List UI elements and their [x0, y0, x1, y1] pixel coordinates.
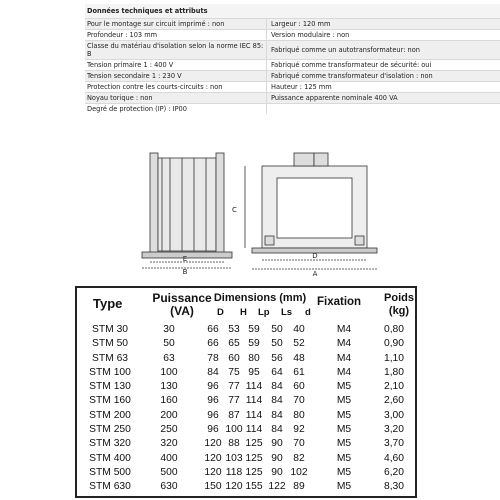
header-dimensions: Dimensions (mm) — [213, 292, 307, 304]
header-d-upper: D — [217, 307, 224, 318]
spec-title: Données techniques et attributs — [85, 4, 500, 18]
spec-cell: Largeur : 120 mm — [271, 20, 331, 28]
header-poids — [382, 292, 416, 318]
table-cell: 500 — [160, 466, 178, 478]
table-cell: 52 — [293, 338, 305, 350]
table-cell: STM 130 — [89, 381, 131, 393]
spec-cell: Hauteur : 125 mm — [271, 83, 332, 91]
table-cell: STM 400 — [89, 452, 131, 464]
table-cell: 0,80 — [383, 324, 405, 335]
table-row — [77, 352, 415, 366]
table-cell: 630 — [160, 481, 178, 493]
spec-cell: Profondeur : 103 mm — [85, 30, 267, 40]
table-cell: 66 — [207, 338, 219, 350]
table-cell: M4 — [336, 352, 352, 364]
spec-sheet — [85, 4, 500, 114]
table-row — [77, 409, 415, 423]
table-cell: 60 — [228, 352, 240, 364]
table-row — [77, 466, 415, 480]
table-row — [77, 380, 415, 394]
table-cell: 100 — [225, 424, 243, 436]
table-cell: M4 — [336, 338, 352, 350]
table-cell: 120 — [204, 438, 222, 450]
table-cell: M5 — [336, 409, 352, 421]
table-cell: 155 — [245, 481, 263, 493]
table-cell: 77 — [228, 381, 240, 393]
table-cell: 90 — [271, 438, 283, 450]
table-cell: 90 — [271, 452, 283, 464]
table-cell: 84 — [271, 424, 283, 436]
table-cell: 53 — [228, 324, 240, 335]
table-cell: 59 — [248, 338, 260, 350]
table-cell: 92 — [293, 424, 305, 436]
spec-rows — [85, 18, 500, 114]
spec-cell: Fabriqué comme transformateur d'isolation : non — [271, 72, 433, 80]
side-view — [142, 153, 232, 268]
table-cell: 150 — [204, 481, 222, 493]
table-row — [77, 394, 415, 408]
table-cell: M5 — [336, 438, 352, 450]
table-cell: 80 — [293, 409, 305, 421]
spec-cell: Version modulaire : non — [271, 31, 350, 39]
spec-cell: Noyau torique : non — [85, 93, 267, 103]
header-poids-unit: (kg) — [388, 305, 410, 317]
table-cell: STM 100 — [89, 366, 131, 378]
table-row — [77, 452, 415, 466]
table-cell: M5 — [336, 452, 352, 464]
table-cell: 4,60 — [383, 452, 405, 464]
table-cell: 114 — [245, 424, 263, 436]
table-cell: 82 — [293, 452, 305, 464]
table-cell: 50 — [271, 338, 283, 350]
spec-row — [85, 59, 500, 70]
table-cell: STM 320 — [89, 438, 131, 450]
table-cell: 1,80 — [383, 366, 405, 378]
transformer-drawing — [122, 148, 382, 278]
label-c: C — [232, 206, 237, 214]
table-cell: 320 — [160, 438, 178, 450]
table-cell: 65 — [228, 338, 240, 350]
table-cell: 6,20 — [383, 466, 405, 478]
table-cell: 60 — [293, 381, 305, 393]
header-poids-label: Poids — [384, 292, 414, 304]
table-cell: STM 200 — [89, 409, 131, 421]
header-fixation: Fixation — [317, 296, 362, 308]
table-cell: 70 — [293, 395, 305, 407]
table-cell: 125 — [245, 452, 263, 464]
spec-row — [85, 18, 500, 29]
header-ls: Ls — [281, 307, 293, 318]
table-cell: 160 — [160, 395, 178, 407]
spec-cell: Fabriqué comme un autotransformateur: non — [271, 46, 420, 54]
table-cell: 89 — [293, 481, 305, 493]
table-cell: 78 — [207, 352, 219, 364]
label-a: A — [312, 270, 318, 278]
table-cell: 120 — [204, 466, 222, 478]
table-cell: M5 — [336, 395, 352, 407]
table-cell: 59 — [248, 324, 260, 335]
table-row — [77, 423, 415, 437]
table-cell: 96 — [207, 409, 219, 421]
table-cell: 114 — [245, 381, 263, 393]
table-cell: 95 — [248, 366, 260, 378]
table-cell: STM 250 — [89, 424, 131, 436]
table-cell: M4 — [336, 324, 352, 335]
table-cell: 90 — [271, 466, 283, 478]
table-cell: 80 — [248, 352, 260, 364]
table-cell: 50 — [271, 324, 283, 335]
spec-row — [85, 92, 500, 103]
table-cell: 2,60 — [383, 395, 405, 407]
table-cell: 130 — [160, 381, 178, 393]
table-cell: M5 — [336, 381, 352, 393]
table-cell: 250 — [160, 424, 178, 436]
table-cell: 120 — [204, 452, 222, 464]
table-cell: 70 — [293, 438, 305, 450]
table-header — [77, 288, 415, 326]
header-puissance-label: Puissance — [152, 291, 212, 305]
table-cell: STM 160 — [89, 395, 131, 407]
spec-row — [85, 70, 500, 81]
table-cell: STM 500 — [89, 466, 131, 478]
table-cell: 56 — [271, 352, 283, 364]
spec-cell: Protection contre les courts-circuits : non — [85, 82, 267, 92]
spec-row — [85, 81, 500, 92]
spec-cell: Puissance apparente nominale 400 VA — [271, 94, 398, 102]
table-cell: 102 — [290, 466, 308, 478]
table-row — [77, 480, 415, 494]
table-cell: M5 — [336, 481, 352, 493]
table-cell: 8,30 — [383, 481, 405, 493]
table-cell: 96 — [207, 424, 219, 436]
spec-cell: Pour le montage sur circuit imprimé : non — [85, 19, 267, 29]
label-e: E — [182, 255, 188, 263]
table-cell: 96 — [207, 381, 219, 393]
spec-row — [85, 29, 500, 40]
table-cell: 77 — [228, 395, 240, 407]
table-row — [77, 437, 415, 451]
front-view — [245, 153, 377, 269]
spec-cell: Classe du matériau d'isolation selon la norme IEC 85: B — [85, 41, 267, 59]
header-puissance-unit: (VA) — [170, 304, 194, 318]
table-cell: 84 — [271, 395, 283, 407]
table-cell: 120 — [225, 481, 243, 493]
header-lp: Lp — [258, 307, 270, 318]
table-cell: 40 — [293, 324, 305, 335]
table-cell: 400 — [160, 452, 178, 464]
table-cell: 48 — [293, 352, 305, 364]
table-cell: 50 — [163, 338, 175, 350]
table-cell: STM 50 — [91, 338, 129, 350]
table-cell: 84 — [207, 366, 219, 378]
spec-cell: Degré de protection (IP) : IP00 — [85, 104, 267, 114]
table-cell: 84 — [271, 409, 283, 421]
table-cell: 103 — [225, 452, 243, 464]
header-type: Type — [93, 296, 123, 311]
table-cell: 200 — [160, 409, 178, 421]
spec-cell: Tension primaire 1 : 400 V — [85, 60, 267, 70]
table-cell: 1,10 — [383, 352, 405, 364]
table-row — [77, 323, 415, 337]
table-cell: M4 — [336, 366, 352, 378]
spec-cell: Tension secondaire 1 : 230 V — [85, 71, 267, 81]
table-cell: 114 — [245, 409, 263, 421]
table-row — [77, 366, 415, 380]
spec-cell — [267, 104, 500, 114]
label-d: D — [312, 252, 318, 260]
table-cell: 61 — [293, 366, 305, 378]
table-cell: 3,70 — [383, 438, 405, 450]
table-cell: 100 — [160, 366, 178, 378]
table-body — [77, 323, 415, 495]
spec-row — [85, 40, 500, 59]
table-cell: 0,90 — [383, 338, 405, 350]
table-cell: 3,00 — [383, 409, 405, 421]
spec-row — [85, 103, 500, 114]
table-cell: 122 — [268, 481, 286, 493]
header-h: H — [240, 307, 247, 318]
table-cell: 125 — [245, 438, 263, 450]
table-cell: 3,20 — [383, 424, 405, 436]
dimensions-table — [75, 286, 417, 498]
spec-cell: Fabriqué comme transformateur de sécurité: oui — [271, 61, 432, 69]
table-cell: 114 — [245, 395, 263, 407]
table-cell: 88 — [228, 438, 240, 450]
table-cell: 66 — [207, 324, 219, 335]
table-cell: STM 30 — [91, 324, 129, 335]
table-cell: 84 — [271, 381, 283, 393]
table-cell: 75 — [228, 366, 240, 378]
header-d-lower: d — [305, 307, 311, 318]
table-cell: 96 — [207, 395, 219, 407]
table-row — [77, 337, 415, 351]
table-cell: M5 — [336, 424, 352, 436]
table-cell: 118 — [225, 466, 243, 478]
table-cell: M5 — [336, 466, 352, 478]
table-cell: 2,10 — [383, 381, 405, 393]
table-cell: 64 — [271, 366, 283, 378]
label-b: B — [182, 268, 188, 276]
table-cell: STM 630 — [89, 481, 131, 493]
table-cell: 87 — [228, 409, 240, 421]
table-cell: 30 — [163, 324, 175, 335]
table-cell: 125 — [245, 466, 263, 478]
table-cell: STM 63 — [91, 352, 129, 364]
table-cell: 63 — [163, 352, 175, 364]
